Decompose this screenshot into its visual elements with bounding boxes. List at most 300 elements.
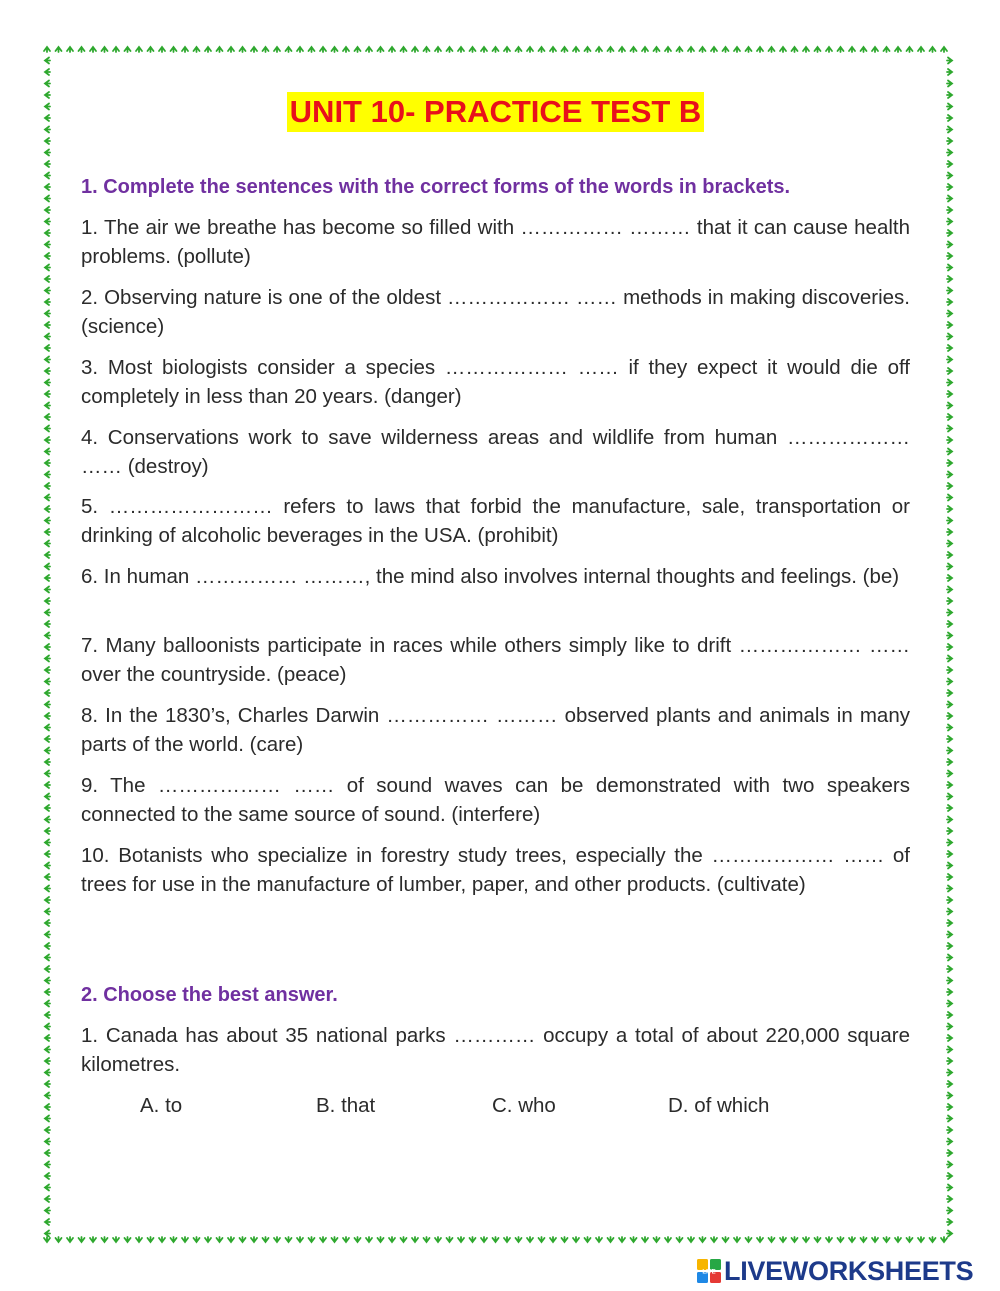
border-leaf bbox=[562, 1237, 568, 1242]
border-leaf bbox=[947, 311, 952, 317]
border-leaf bbox=[45, 1058, 50, 1064]
border-leaf bbox=[947, 150, 952, 156]
border-leaf bbox=[458, 1237, 464, 1242]
border-leaf bbox=[527, 47, 533, 52]
border-leaf bbox=[56, 1237, 62, 1242]
border-leaf bbox=[608, 47, 614, 52]
border-leaf bbox=[240, 1237, 246, 1242]
border-leaf bbox=[45, 403, 50, 409]
border-leaf bbox=[45, 311, 50, 317]
border-leaf bbox=[45, 161, 50, 167]
border-leaf bbox=[654, 47, 660, 52]
border-leaf bbox=[240, 47, 246, 52]
border-leaf bbox=[45, 1081, 50, 1087]
border-leaf bbox=[389, 47, 395, 52]
border-leaf bbox=[803, 1237, 809, 1242]
border-leaf bbox=[79, 1237, 85, 1242]
border-leaf bbox=[45, 483, 50, 489]
border-leaf bbox=[947, 426, 952, 432]
border-leaf bbox=[711, 1237, 717, 1242]
border-leaf bbox=[45, 713, 50, 719]
border-leaf bbox=[45, 104, 50, 110]
border-leaf bbox=[45, 253, 50, 259]
border-leaf bbox=[45, 736, 50, 742]
border-leaf bbox=[45, 598, 50, 604]
border-leaf bbox=[45, 529, 50, 535]
border-leaf bbox=[619, 1237, 625, 1242]
border-leaf bbox=[585, 1237, 591, 1242]
border-leaf bbox=[947, 805, 952, 811]
border-leaf bbox=[947, 771, 952, 777]
border-leaf bbox=[228, 47, 234, 52]
border-leaf bbox=[45, 322, 50, 328]
border-leaf bbox=[274, 47, 280, 52]
border-leaf bbox=[113, 47, 119, 52]
border-leaf bbox=[45, 840, 50, 846]
border-leaf bbox=[947, 414, 952, 420]
border-leaf bbox=[493, 1237, 499, 1242]
border-leaf bbox=[159, 47, 165, 52]
border-leaf bbox=[947, 265, 952, 271]
border-leaf bbox=[45, 863, 50, 869]
border-leaf bbox=[642, 1237, 648, 1242]
border-leaf bbox=[941, 47, 947, 52]
border-leaf bbox=[573, 47, 579, 52]
border-leaf bbox=[45, 380, 50, 386]
border-leaf bbox=[470, 1237, 476, 1242]
border-leaf bbox=[45, 276, 50, 282]
border-leaf bbox=[711, 47, 717, 52]
border-leaf bbox=[45, 1196, 50, 1202]
option-c[interactable]: C. who bbox=[492, 1094, 556, 1117]
border-leaf bbox=[45, 817, 50, 823]
border-leaf bbox=[67, 47, 73, 52]
border-leaf bbox=[815, 47, 821, 52]
border-leaf bbox=[45, 1185, 50, 1191]
border-leaf bbox=[947, 58, 952, 64]
border-leaf bbox=[872, 1237, 878, 1242]
border-leaf bbox=[504, 47, 510, 52]
border-leaf bbox=[401, 1237, 407, 1242]
border-leaf bbox=[102, 47, 108, 52]
border-leaf bbox=[45, 288, 50, 294]
border-leaf bbox=[45, 955, 50, 961]
border-leaf bbox=[947, 1208, 952, 1214]
border-leaf bbox=[45, 495, 50, 501]
border-leaf bbox=[947, 598, 952, 604]
question-7: 7. Many balloonists participate in races while others simply like to drift ……………… …… over the countryside. (peace) bbox=[81, 634, 910, 686]
border-leaf bbox=[45, 69, 50, 75]
border-leaf bbox=[947, 391, 952, 397]
border-leaf bbox=[481, 1237, 487, 1242]
border-leaf bbox=[45, 1093, 50, 1099]
border-leaf bbox=[947, 357, 952, 363]
border-leaf bbox=[947, 1162, 952, 1168]
section-1-heading: 1. Complete the sentences with the correct forms of the words in brackets. bbox=[81, 176, 791, 198]
border-leaf bbox=[947, 368, 952, 374]
logo-icon-letters: LIVE bbox=[702, 1269, 716, 1276]
border-leaf bbox=[45, 230, 50, 236]
border-leaf bbox=[45, 610, 50, 616]
border-leaf bbox=[401, 47, 407, 52]
border-leaf bbox=[45, 1012, 50, 1018]
border-leaf bbox=[947, 1139, 952, 1145]
border-leaf bbox=[45, 138, 50, 144]
border-leaf bbox=[44, 1237, 50, 1242]
border-leaf bbox=[366, 1237, 372, 1242]
border-leaf bbox=[884, 1237, 890, 1242]
border-leaf bbox=[45, 58, 50, 64]
border-leaf bbox=[947, 552, 952, 558]
border-leaf bbox=[45, 1139, 50, 1145]
border-leaf bbox=[947, 587, 952, 593]
border-leaf bbox=[228, 1237, 234, 1242]
border-leaf bbox=[45, 506, 50, 512]
border-leaf bbox=[332, 1237, 338, 1242]
border-leaf bbox=[366, 47, 372, 52]
border-leaf bbox=[550, 47, 556, 52]
question-10: 10. Botanists who specialize in forestry study trees, especially the ……………… …… of trees for use in the manufacture of lumber, paper, and other products. (cultivate) bbox=[81, 844, 910, 896]
question-1: 1. The air we breathe has become so filled with …………… ……… that it can cause health problems. (pollute) bbox=[81, 216, 910, 268]
border-leaf bbox=[435, 1237, 441, 1242]
border-leaf bbox=[205, 1237, 211, 1242]
border-leaf bbox=[947, 759, 952, 765]
border-leaf bbox=[45, 771, 50, 777]
border-leaf bbox=[45, 81, 50, 87]
border-leaf bbox=[550, 1237, 556, 1242]
border-leaf bbox=[45, 920, 50, 926]
border-leaf bbox=[45, 667, 50, 673]
border-leaf bbox=[947, 989, 952, 995]
border-leaf bbox=[947, 966, 952, 972]
border-leaf bbox=[918, 47, 924, 52]
border-leaf bbox=[947, 184, 952, 190]
border-leaf bbox=[45, 1173, 50, 1179]
option-b[interactable]: B. that bbox=[316, 1094, 376, 1117]
border-leaf bbox=[45, 759, 50, 765]
border-leaf bbox=[631, 1237, 637, 1242]
border-leaf bbox=[343, 1237, 349, 1242]
section-2-heading: 2. Choose the best answer. bbox=[81, 984, 338, 1006]
border-leaf bbox=[470, 47, 476, 52]
border-leaf bbox=[539, 47, 545, 52]
border-leaf bbox=[355, 47, 361, 52]
border-leaf bbox=[45, 805, 50, 811]
border-leaf bbox=[45, 897, 50, 903]
border-leaf bbox=[947, 690, 952, 696]
border-leaf bbox=[947, 1070, 952, 1076]
border-leaf bbox=[516, 47, 522, 52]
border-leaf bbox=[947, 483, 952, 489]
border-leaf bbox=[780, 1237, 786, 1242]
border-leaf bbox=[378, 47, 384, 52]
border-leaf bbox=[274, 1237, 280, 1242]
border-leaf bbox=[263, 47, 269, 52]
border-leaf bbox=[309, 1237, 315, 1242]
border-leaf bbox=[947, 633, 952, 639]
border-leaf bbox=[447, 1237, 453, 1242]
border-leaf bbox=[947, 495, 952, 501]
question-9: 9. The ……………… …… of sound waves can be demonstrated with two speakers connected to the same source of sound. (interfere) bbox=[81, 774, 910, 826]
border-leaf bbox=[947, 196, 952, 202]
border-leaf bbox=[45, 460, 50, 466]
border-leaf bbox=[947, 506, 952, 512]
border-leaf bbox=[734, 47, 740, 52]
border-leaf bbox=[947, 69, 952, 75]
border-leaf bbox=[424, 47, 430, 52]
border-leaf bbox=[286, 1237, 292, 1242]
border-leaf bbox=[947, 1081, 952, 1087]
border-leaf bbox=[45, 414, 50, 420]
border-leaf bbox=[45, 1035, 50, 1041]
border-leaf bbox=[947, 334, 952, 340]
mc-question-1: 1. Canada has about 35 national parks ………… occupy a total of about 220,000 square kilometres. bbox=[81, 1024, 910, 1076]
border-leaf bbox=[45, 989, 50, 995]
border-leaf bbox=[947, 828, 952, 834]
question-2: 2. Observing nature is one of the oldest ……………… …… methods in making discoveries. (science) bbox=[81, 286, 910, 338]
border-leaf bbox=[947, 874, 952, 880]
border-leaf bbox=[947, 1116, 952, 1122]
border-leaf bbox=[171, 1237, 177, 1242]
border-leaf bbox=[947, 288, 952, 294]
border-leaf bbox=[45, 587, 50, 593]
border-leaf bbox=[45, 127, 50, 133]
border-leaf bbox=[907, 1237, 913, 1242]
logo-text: LIVEWORKSHEETS bbox=[724, 1256, 974, 1286]
border-leaf bbox=[941, 1237, 947, 1242]
border-leaf bbox=[263, 1237, 269, 1242]
border-leaf bbox=[947, 863, 952, 869]
border-leaf bbox=[389, 1237, 395, 1242]
border-leaf bbox=[746, 1237, 752, 1242]
border-leaf bbox=[45, 92, 50, 98]
border-leaf bbox=[56, 47, 62, 52]
border-leaf bbox=[947, 1219, 952, 1225]
border-leaf bbox=[608, 1237, 614, 1242]
border-leaf bbox=[677, 47, 683, 52]
border-leaf bbox=[907, 47, 913, 52]
border-leaf bbox=[947, 1196, 952, 1202]
border-leaf bbox=[45, 725, 50, 731]
border-leaf bbox=[947, 345, 952, 351]
border-leaf bbox=[769, 47, 775, 52]
border-leaf bbox=[947, 656, 952, 662]
border-leaf bbox=[45, 966, 50, 972]
border-leaf bbox=[757, 1237, 763, 1242]
border-leaf bbox=[45, 909, 50, 915]
border-leaf bbox=[947, 207, 952, 213]
border-leaf bbox=[700, 47, 706, 52]
border-leaf bbox=[378, 1237, 384, 1242]
liveworksheets-logo-icon bbox=[697, 1259, 721, 1283]
border-leaf bbox=[631, 47, 637, 52]
border-leaf bbox=[947, 1150, 952, 1156]
border-leaf bbox=[45, 345, 50, 351]
border-leaf bbox=[45, 690, 50, 696]
border-leaf bbox=[947, 1012, 952, 1018]
border-leaf bbox=[947, 736, 952, 742]
border-leaf bbox=[45, 150, 50, 156]
border-leaf bbox=[947, 518, 952, 524]
border-leaf bbox=[320, 1237, 326, 1242]
border-leaf bbox=[723, 47, 729, 52]
border-leaf bbox=[947, 943, 952, 949]
question-3: 3. Most biologists consider a species ……………… …… if they expect it would die off completely in less than 20 years. (danger) bbox=[81, 356, 910, 408]
border-leaf bbox=[895, 47, 901, 52]
border-leaf bbox=[947, 437, 952, 443]
border-leaf bbox=[947, 1104, 952, 1110]
border-leaf bbox=[947, 1127, 952, 1133]
border-leaf bbox=[947, 610, 952, 616]
border-leaf bbox=[947, 1093, 952, 1099]
border-leaf bbox=[45, 1162, 50, 1168]
border-leaf bbox=[45, 357, 50, 363]
border-leaf bbox=[947, 794, 952, 800]
border-leaf bbox=[947, 621, 952, 627]
border-leaf bbox=[148, 47, 154, 52]
border-leaf bbox=[947, 253, 952, 259]
border-leaf bbox=[947, 242, 952, 248]
border-leaf bbox=[947, 564, 952, 570]
border-leaf bbox=[947, 115, 952, 121]
border-leaf bbox=[573, 1237, 579, 1242]
border-leaf bbox=[320, 47, 326, 52]
border-leaf bbox=[493, 47, 499, 52]
border-leaf bbox=[665, 47, 671, 52]
border-leaf bbox=[45, 644, 50, 650]
border-leaf bbox=[159, 1237, 165, 1242]
border-leaf bbox=[619, 47, 625, 52]
border-leaf bbox=[826, 1237, 832, 1242]
border-leaf bbox=[861, 1237, 867, 1242]
border-leaf bbox=[947, 1024, 952, 1030]
border-leaf bbox=[947, 529, 952, 535]
border-leaf bbox=[947, 460, 952, 466]
border-leaf bbox=[947, 1035, 952, 1041]
border-leaf bbox=[947, 230, 952, 236]
border-leaf bbox=[45, 472, 50, 478]
border-leaf bbox=[947, 1185, 952, 1191]
border-leaf bbox=[45, 391, 50, 397]
option-d[interactable]: D. of which bbox=[668, 1094, 770, 1117]
border-leaf bbox=[332, 47, 338, 52]
border-leaf bbox=[45, 1001, 50, 1007]
border-leaf bbox=[947, 472, 952, 478]
border-leaf bbox=[79, 47, 85, 52]
border-leaf bbox=[45, 173, 50, 179]
border-leaf bbox=[45, 426, 50, 432]
border-leaf bbox=[297, 47, 303, 52]
border-leaf bbox=[205, 47, 211, 52]
border-leaf bbox=[412, 47, 418, 52]
border-leaf bbox=[45, 1208, 50, 1214]
border-leaf bbox=[45, 115, 50, 121]
border-leaf bbox=[947, 299, 952, 305]
border-leaf bbox=[769, 1237, 775, 1242]
border-leaf bbox=[947, 322, 952, 328]
border-leaf bbox=[45, 656, 50, 662]
border-leaf bbox=[947, 127, 952, 133]
border-leaf bbox=[481, 47, 487, 52]
border-leaf bbox=[45, 932, 50, 938]
border-leaf bbox=[355, 1237, 361, 1242]
border-leaf bbox=[947, 897, 952, 903]
border-leaf bbox=[947, 667, 952, 673]
border-leaf bbox=[504, 1237, 510, 1242]
border-leaf bbox=[677, 1237, 683, 1242]
border-leaf bbox=[947, 817, 952, 823]
border-leaf bbox=[45, 564, 50, 570]
border-leaf bbox=[947, 920, 952, 926]
question-5: 5. …………………… refers to laws that forbid the manufacture, sale, transportation or drinking of alcoholic beverages in the USA. (prohibit) bbox=[81, 495, 910, 547]
border-leaf bbox=[947, 1001, 952, 1007]
border-leaf bbox=[182, 1237, 188, 1242]
border-leaf bbox=[45, 437, 50, 443]
border-leaf bbox=[947, 1173, 952, 1179]
border-leaf bbox=[792, 47, 798, 52]
question-8: 8. In the 1830’s, Charles Darwin …………… ……… observed plants and animals in many parts of the world. (care) bbox=[81, 704, 910, 756]
border-leaf bbox=[251, 47, 257, 52]
border-leaf bbox=[136, 47, 142, 52]
border-leaf bbox=[884, 47, 890, 52]
border-leaf bbox=[872, 47, 878, 52]
border-leaf bbox=[45, 1070, 50, 1076]
border-leaf bbox=[45, 541, 50, 547]
border-leaf bbox=[734, 1237, 740, 1242]
border-leaf bbox=[45, 1127, 50, 1133]
border-leaf bbox=[148, 1237, 154, 1242]
border-leaf bbox=[286, 47, 292, 52]
border-leaf bbox=[838, 1237, 844, 1242]
border-leaf bbox=[947, 851, 952, 857]
border-leaf bbox=[194, 1237, 200, 1242]
border-leaf bbox=[136, 1237, 142, 1242]
border-leaf bbox=[447, 47, 453, 52]
border-leaf bbox=[45, 1024, 50, 1030]
border-leaf bbox=[45, 1116, 50, 1122]
border-leaf bbox=[849, 1237, 855, 1242]
border-leaf bbox=[45, 782, 50, 788]
border-leaf bbox=[815, 1237, 821, 1242]
border-leaf bbox=[125, 1237, 131, 1242]
border-leaf bbox=[947, 219, 952, 225]
border-leaf bbox=[539, 1237, 545, 1242]
border-leaf bbox=[45, 851, 50, 857]
border-leaf bbox=[251, 1237, 257, 1242]
border-leaf bbox=[947, 782, 952, 788]
border-leaf bbox=[45, 1150, 50, 1156]
border-leaf bbox=[665, 1237, 671, 1242]
border-leaf bbox=[45, 449, 50, 455]
border-leaf bbox=[45, 702, 50, 708]
border-leaf bbox=[947, 276, 952, 282]
border-leaf bbox=[947, 1058, 952, 1064]
liveworksheets-logo[interactable] bbox=[697, 1256, 973, 1286]
border-leaf bbox=[194, 47, 200, 52]
border-leaf bbox=[343, 47, 349, 52]
border-leaf bbox=[562, 47, 568, 52]
border-leaf bbox=[947, 104, 952, 110]
option-a[interactable]: A. to bbox=[140, 1094, 183, 1117]
border-leaf bbox=[45, 748, 50, 754]
border-leaf bbox=[45, 679, 50, 685]
border-leaf bbox=[895, 1237, 901, 1242]
border-leaf bbox=[45, 219, 50, 225]
border-leaf bbox=[654, 1237, 660, 1242]
border-leaf bbox=[757, 47, 763, 52]
border-leaf bbox=[45, 196, 50, 202]
border-leaf bbox=[930, 1237, 936, 1242]
